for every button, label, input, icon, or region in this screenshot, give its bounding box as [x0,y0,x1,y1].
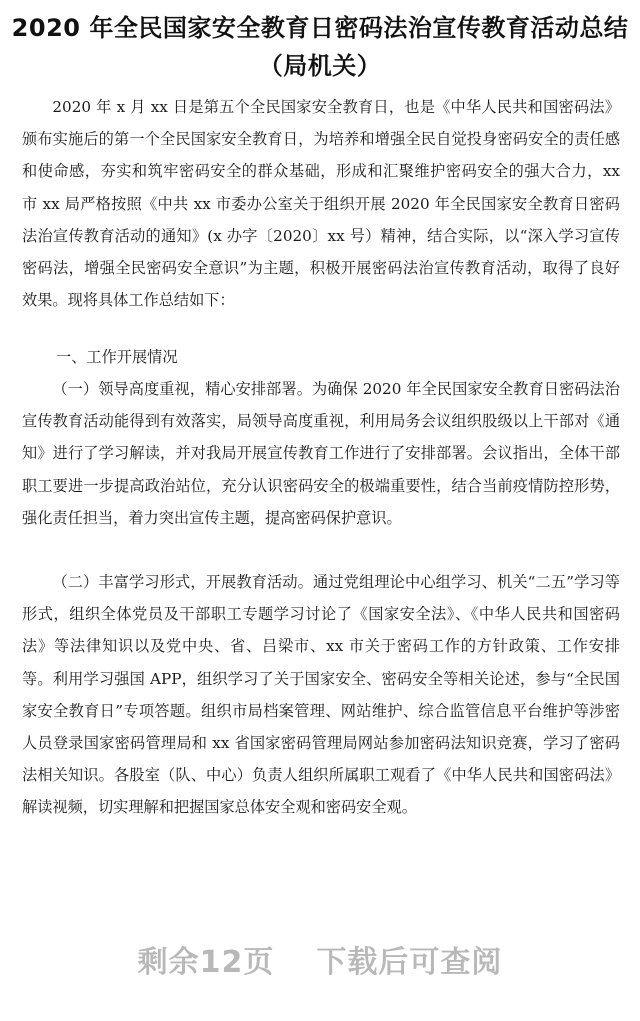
document-title: 2020 年全民国家安全教育日密码法治宣传教育活动总结 [11,14,629,42]
document-subtitle: （局机关） [258,52,382,80]
download-prompt[interactable] [0,937,640,981]
intro-paragraph: 2020 年 x 月 xx 日是第五个全民国家安全教育日，也是《中华人民共和国密码法》颁布实施后的第一个全民国家安全教育日，为培养和增强全民自觉投身密码安全的责任感和使命感，夯实和筑牢密码安全的群众基础，形成和汇聚维护密码安全的强大合力，xx 市 xx 局严格按照《中共 xx 市委办公室关于组织开展 2020 年全民国家安全教育日密码法治宣传教育活动的通知》(x 办字〔2020〕xx 号）精神，结合实际，以“深入学习宣传密码法，增强全民密码安全意识”为主题，积极开展密码法治宣传教育活动，取得了良好效果。现将具体工作总结如下： [22,98,620,310]
paragraph-leadership: （一）领导高度重视，精心安排部署。为确保 2020 年全民国家安全教育日密码法治宣传教育活动能得到有效落实，局领导高度重视，利用局务会议组织股级以上干部对《通知》进行了学习解读，并对我局开展宣传教育工作进行了安排部署。会议指出，全体干部职工要进一步提高政治站位，充分认识密码安全的极端重要性，结合当前疫情防控形势，强化责任担当，着力突出宣传主题，提高密码保护意识。 [22,380,620,527]
remaining-pages-label: 剩余12页 [137,945,275,980]
download-hint-label: 下载后可查阅 [316,945,503,980]
section-heading: 一、工作开展情况 [56,348,178,366]
paragraph-learning-activities: （二）丰富学习形式，开展教育活动。通过党组理论中心组学习、机关“二五”学习等形式，组织全体党员及干部职工专题学习讨论了《国家安全法》、《中华人民共和国密码法》等法律知识以及党中央、省、吕梁市、xx 市关于密码工作的方针政策、工作安排等。利用学习强国 APP，组织学习了关于国家安全、密码安全等相关论述，参与“全民国家安全教育日”专项答题。组织市局档案管理、网站维护、综合监管信息平台维护等涉密人员登录国家密码管理局和 xx 省国家密码管理局网站参加密码法知识竞赛，学习了密码法相关知识。各股室（队、中心）负责人组织所属职工观看了《中华人民共和国密码法》解读视频，切实理解和把握国家总体安全观和密码安全观。 [22,573,620,817]
